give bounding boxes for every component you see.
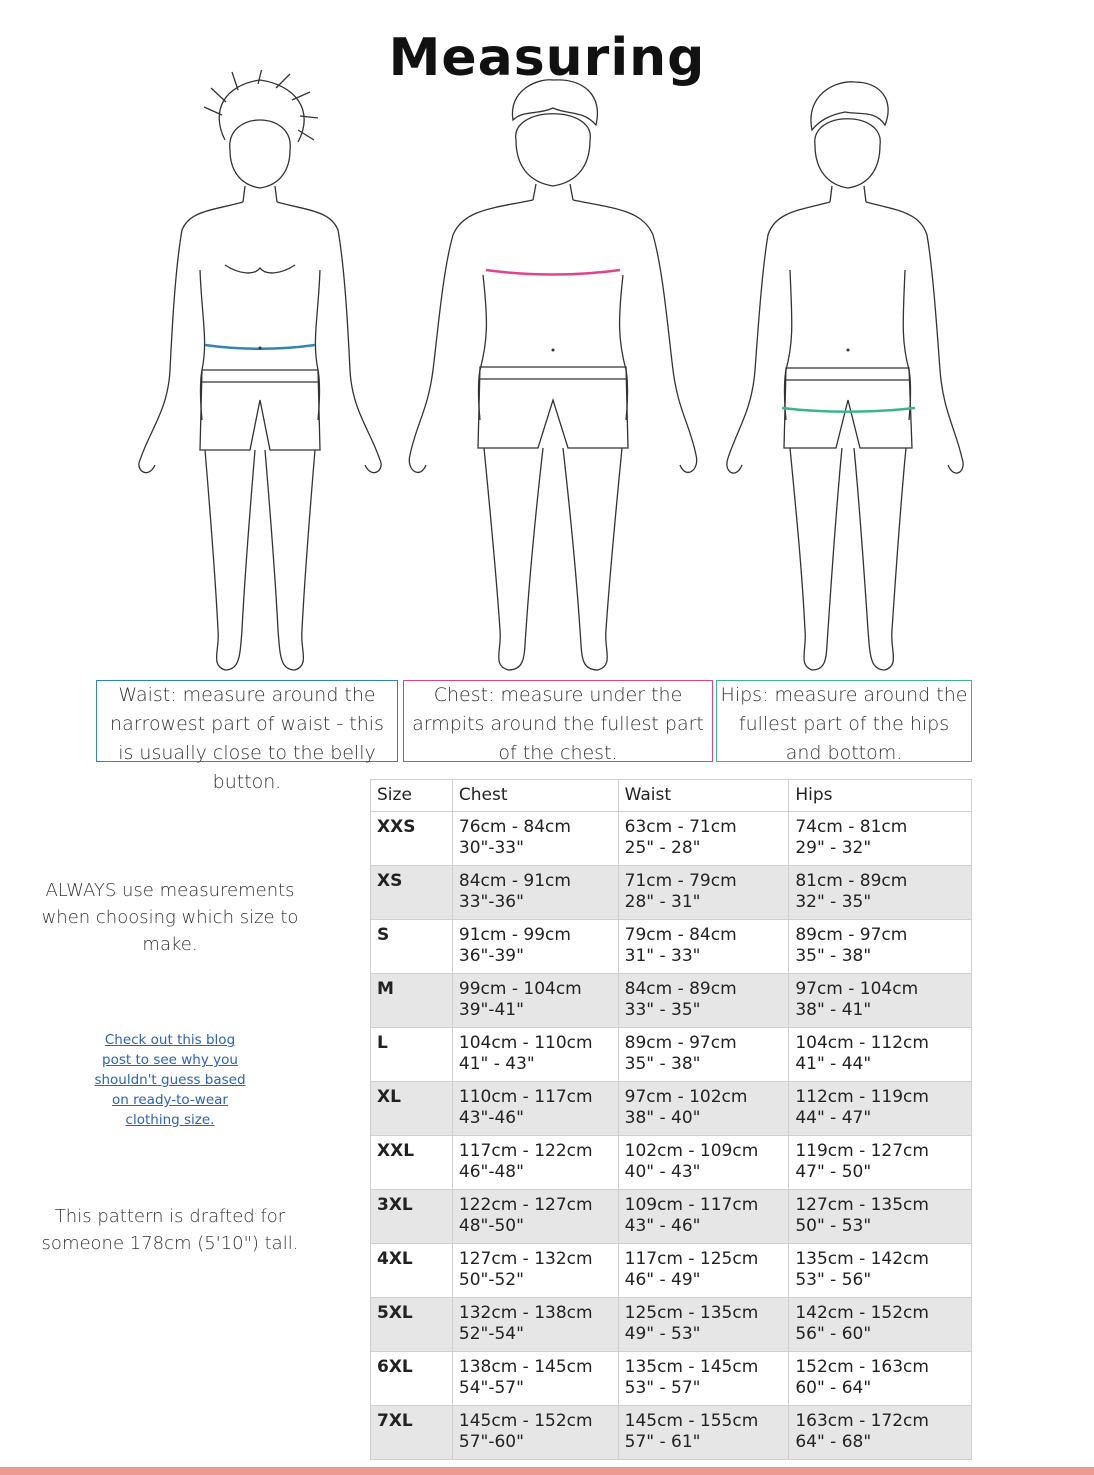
table-row [371, 1028, 972, 1082]
hips-cell-primary: 152cm - 163cm [795, 1357, 929, 1377]
chest-cell-primary: 104cm - 110cm [458, 1033, 593, 1053]
chest-cell-primary: 76cm - 84cm [458, 817, 571, 837]
chest-measure-line [486, 270, 620, 275]
hips-cell [789, 1244, 972, 1298]
size-cell [371, 1190, 453, 1244]
chest-cell [452, 1136, 618, 1190]
hips-cell-secondary: 53" - 56" [795, 1270, 872, 1290]
waist-cell-primary: 109cm - 117cm [624, 1195, 759, 1215]
hips-cell-secondary: 64" - 68" [795, 1432, 872, 1452]
chest-cell [452, 1352, 618, 1406]
head [516, 114, 591, 186]
size-cell-primary: 6XL [377, 1357, 413, 1377]
chest-cell-secondary: 50"-52" [458, 1270, 524, 1290]
chest-cell-primary: 122cm - 127cm [458, 1195, 593, 1215]
waist-cell-primary: 79cm - 84cm [624, 925, 737, 945]
header-chest: Chest [452, 780, 618, 812]
hips-cell [789, 812, 972, 866]
waist-cell [618, 1352, 789, 1406]
waist-cell-primary: 102cm - 109cm [624, 1141, 759, 1161]
waist-cell-primary: 71cm - 79cm [624, 871, 737, 891]
blog-post-link[interactable]: Check out this blog post to see why you shouldn't guess based on ready-to-wear clothing size. [94, 1032, 246, 1128]
hips-cell-secondary: 41" - 44" [795, 1054, 872, 1074]
waist-cell-primary: 125cm - 135cm [624, 1303, 759, 1323]
chest-cell [452, 974, 618, 1028]
size-cell [371, 812, 453, 866]
size-cell-primary: XS [377, 871, 403, 891]
chest-cell [452, 920, 618, 974]
hips-cell-secondary: 50" - 53" [795, 1216, 872, 1236]
hips-cell-primary: 74cm - 81cm [795, 817, 908, 837]
waist-cell-secondary: 46" - 49" [624, 1270, 701, 1290]
table-header-row [371, 780, 972, 812]
waist-cell-secondary: 49" - 53" [624, 1324, 701, 1344]
hips-cell [789, 1136, 972, 1190]
hips-cell [789, 1406, 972, 1460]
waist-cell-secondary: 25" - 28" [624, 838, 701, 858]
waist-cell [618, 1082, 789, 1136]
size-cell [371, 1028, 453, 1082]
legs [484, 448, 622, 670]
chest-cell [452, 1244, 618, 1298]
hips-cell-secondary: 35" - 38" [795, 946, 872, 966]
hips-cell-primary: 142cm - 152cm [795, 1303, 929, 1323]
hips-cell-secondary: 56" - 60" [795, 1324, 872, 1344]
waist-cell-primary: 63cm - 71cm [624, 817, 737, 837]
chest-cell-secondary: 54"-57" [458, 1378, 524, 1398]
size-cell [371, 1136, 453, 1190]
hips-cell [789, 1082, 972, 1136]
chest-caption: Chest: measure under the armpits around the fullest part of the chest. [403, 680, 713, 762]
chest-cell-primary: 110cm - 117cm [458, 1087, 593, 1107]
table-row [371, 1082, 972, 1136]
hips-cell-primary: 104cm - 112cm [795, 1033, 929, 1053]
always-measure-note: ALWAYS use measurements when choosing which size to make. [41, 880, 299, 955]
hips-cell-secondary: 32" - 35" [795, 892, 872, 912]
table-row [371, 866, 972, 920]
hips-cell [789, 1190, 972, 1244]
swept-hair-icon [811, 82, 888, 130]
chest-cell-secondary: 30"-33" [458, 838, 524, 858]
hips-cell-primary: 163cm - 172cm [795, 1411, 929, 1431]
waist-cell [618, 866, 789, 920]
waist-cell-primary: 135cm - 145cm [624, 1357, 759, 1377]
drafted-height-note: This pattern is drafted for someone 178cm (5'10") tall. [41, 1206, 299, 1254]
chest-cell-primary: 127cm - 132cm [458, 1249, 593, 1269]
size-cell-primary: S [377, 925, 390, 945]
waist-cell-secondary: 35" - 38" [624, 1054, 701, 1074]
waist-cell-secondary: 38" - 40" [624, 1108, 701, 1128]
size-cell-primary: 4XL [377, 1249, 413, 1269]
hips-measure-line [782, 408, 915, 412]
chest-cell [452, 1298, 618, 1352]
size-cell [371, 1082, 453, 1136]
waist-cell-secondary: 57" - 61" [624, 1432, 701, 1452]
head [815, 119, 880, 188]
waist-cell [618, 920, 789, 974]
hips-cell-primary: 89cm - 97cm [795, 925, 908, 945]
waist-cell [618, 812, 789, 866]
hips-cell [789, 866, 972, 920]
torso-outline [728, 202, 962, 458]
chest-cell-primary: 132cm - 138cm [458, 1303, 593, 1323]
hips-cell [789, 920, 972, 974]
torso-outline [410, 200, 696, 455]
hips-cell [789, 1028, 972, 1082]
size-cell [371, 974, 453, 1028]
chest-cell [452, 866, 618, 920]
waist-cell-primary: 84cm - 89cm [624, 979, 737, 999]
size-cell-primary: XL [377, 1087, 401, 1107]
head [230, 120, 291, 188]
hips-cell-secondary: 38" - 41" [795, 1000, 872, 1020]
hips-cell-secondary: 44" - 47" [795, 1108, 872, 1128]
waist-cell [618, 1298, 789, 1352]
size-cell [371, 1244, 453, 1298]
hips-cell-secondary: 29" - 32" [795, 838, 872, 858]
waist-cell [618, 1190, 789, 1244]
table-row [371, 1298, 972, 1352]
hips-cell-primary: 97cm - 104cm [795, 979, 919, 999]
locs-hair-icon [204, 70, 318, 142]
size-cell [371, 1298, 453, 1352]
waist-cell-primary: 145cm - 155cm [624, 1411, 759, 1431]
size-cell-primary: 5XL [377, 1303, 413, 1323]
hips-cell-secondary: 60" - 64" [795, 1378, 872, 1398]
waist-cell [618, 1406, 789, 1460]
size-chart-table [370, 779, 972, 1460]
table-row [371, 1352, 972, 1406]
waist-cell [618, 1244, 789, 1298]
table-row [371, 1244, 972, 1298]
hips-cell [789, 1298, 972, 1352]
table-row [371, 1136, 972, 1190]
table-row [371, 1190, 972, 1244]
size-cell-primary: M [377, 979, 394, 999]
hips-cell-primary: 81cm - 89cm [795, 871, 908, 891]
chest-cell [452, 812, 618, 866]
waist-cell [618, 1028, 789, 1082]
header-size: Size [371, 780, 453, 812]
body-figure-waist [130, 70, 390, 680]
chest-cell-primary: 138cm - 145cm [458, 1357, 593, 1377]
hips-cell [789, 1352, 972, 1406]
size-cell-primary: L [377, 1033, 388, 1053]
size-cell-primary: 7XL [377, 1411, 413, 1431]
chest-cell-secondary: 41" - 43" [458, 1054, 535, 1074]
table-row [371, 974, 972, 1028]
waist-cell-secondary: 53" - 57" [624, 1378, 701, 1398]
chest-cell-secondary: 36"-39" [458, 946, 524, 966]
size-cell [371, 1406, 453, 1460]
table-row [371, 1406, 972, 1460]
legs [205, 450, 315, 670]
hips-cell [789, 974, 972, 1028]
size-cell-primary: 3XL [377, 1195, 413, 1215]
bottom-accent-bar [0, 1467, 1094, 1475]
waist-cell-secondary: 28" - 31" [624, 892, 701, 912]
chest-cell-primary: 91cm - 99cm [458, 925, 571, 945]
chest-cell [452, 1406, 618, 1460]
chest-cell-secondary: 57"-60" [458, 1432, 524, 1452]
hips-cell-primary: 135cm - 142cm [795, 1249, 929, 1269]
size-cell-primary: XXS [377, 817, 416, 837]
page-title: Measuring [388, 28, 706, 88]
chest-cell-secondary: 39"-41" [458, 1000, 524, 1020]
chest-cell [452, 1028, 618, 1082]
chest-cell-secondary: 52"-54" [458, 1324, 524, 1344]
waist-cell-secondary: 40" - 43" [624, 1162, 701, 1182]
chest-cell-secondary: 33"-36" [458, 892, 524, 912]
hips-cell-primary: 119cm - 127cm [795, 1141, 929, 1161]
chest-cell-primary: 84cm - 91cm [458, 871, 571, 891]
chest-cell-primary: 145cm - 152cm [458, 1411, 593, 1431]
hips-caption: Hips: measure around the fullest part of the hips and bottom. [716, 680, 972, 762]
hips-cell-secondary: 47" - 50" [795, 1162, 872, 1182]
chest-cell-primary: 99cm - 104cm [458, 979, 582, 999]
chest-cell-primary: 117cm - 122cm [458, 1141, 593, 1161]
chest-cell-secondary: 43"-46" [458, 1108, 524, 1128]
chest-cell [452, 1082, 618, 1136]
waist-cell-primary: 117cm - 125cm [624, 1249, 759, 1269]
waist-cell [618, 974, 789, 1028]
waist-cell-primary: 97cm - 102cm [624, 1087, 748, 1107]
header-waist: Waist [618, 780, 789, 812]
short-hair-icon [512, 80, 597, 125]
legs [790, 448, 906, 670]
waist-cell-secondary: 31" - 33" [624, 946, 701, 966]
hips-cell-primary: 112cm - 119cm [795, 1087, 929, 1107]
waist-caption: Waist: measure around the narrowest part of waist - this is usually close to the belly button. [96, 680, 398, 762]
table-row [371, 812, 972, 866]
torso-outline [140, 202, 380, 460]
chest-cell-secondary: 48"-50" [458, 1216, 524, 1236]
chest-cell [452, 1190, 618, 1244]
body-figure-chest [408, 70, 698, 680]
size-cell-primary: XXL [377, 1141, 415, 1161]
waist-cell-secondary: 43" - 46" [624, 1216, 701, 1236]
chest-cell-secondary: 46"-48" [458, 1162, 524, 1182]
size-cell [371, 1352, 453, 1406]
size-cell [371, 866, 453, 920]
hips-cell-primary: 127cm - 135cm [795, 1195, 929, 1215]
header-hips: Hips [789, 780, 972, 812]
size-cell [371, 920, 453, 974]
table-row [371, 920, 972, 974]
waist-cell [618, 1136, 789, 1190]
waist-cell-primary: 89cm - 97cm [624, 1033, 737, 1053]
waist-cell-secondary: 33" - 35" [624, 1000, 701, 1020]
body-figure-hips [720, 70, 970, 680]
